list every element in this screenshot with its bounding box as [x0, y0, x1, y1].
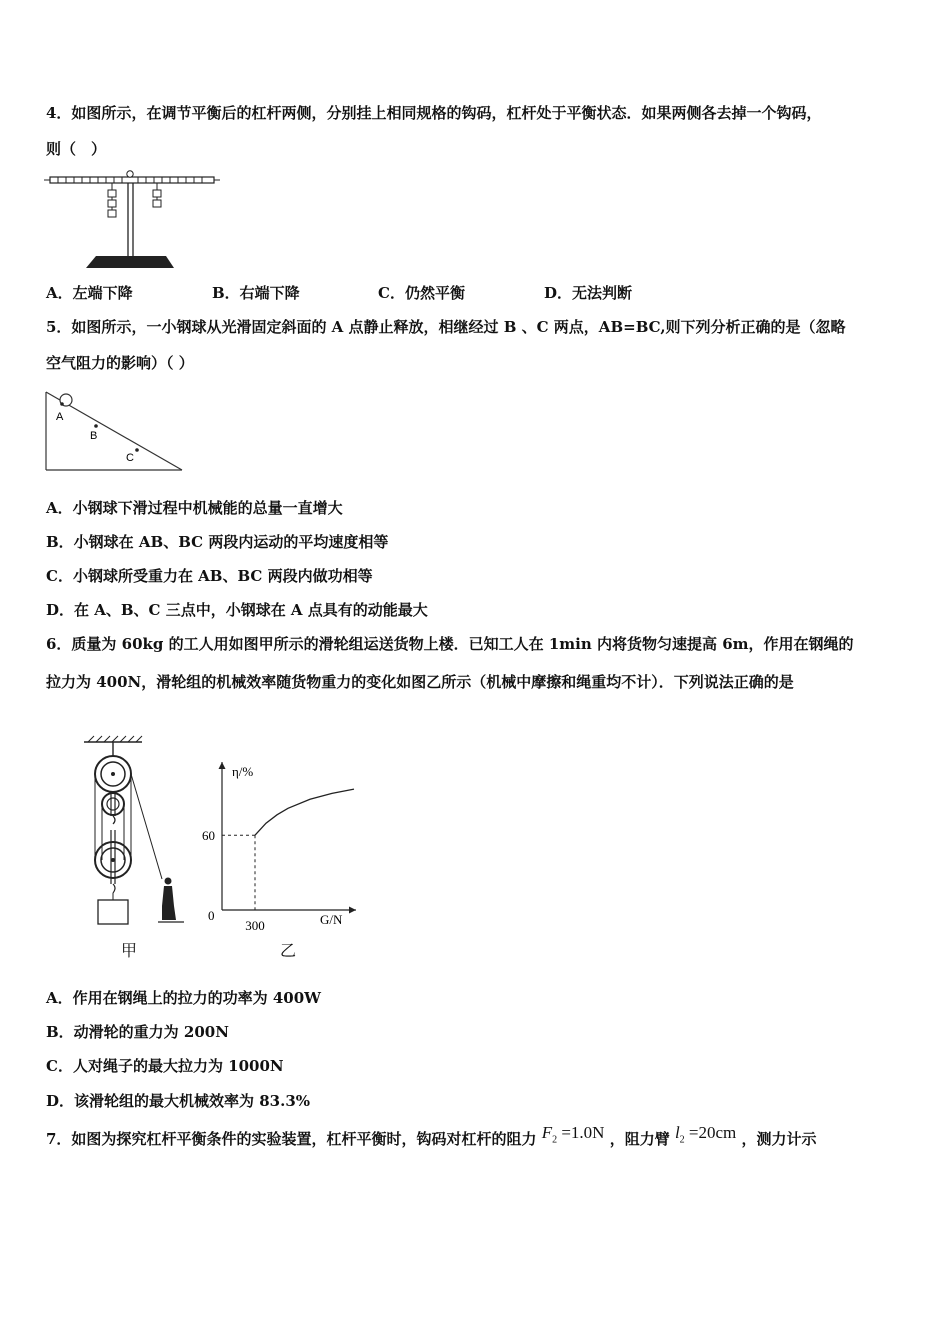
q5-stem-line1: 5．如图所示，一小钢球从光滑固定斜面的 A 点静止释放，相继经过 B 、C 两点，AB=BC,则下列分析正确的是（忽略 — [46, 318, 846, 336]
q6-fig-jia-label: 甲 — [121, 941, 138, 960]
q7-formula-l2 — [674, 1123, 737, 1146]
q7-stem-part2: ，阻力臂 — [609, 1130, 670, 1148]
chart-y-label: η/% — [232, 764, 254, 779]
chart-x-tick-label: 300 — [245, 918, 265, 933]
q5-label-c: C — [126, 452, 134, 464]
q4-stem-line1: 4．如图所示，在调节平衡后的杠杆两侧，分别挂上相同规格的钩码，杠杆处于平衡状态．如果两侧各去掉一个钩码， — [46, 104, 822, 122]
q6-efficiency-chart — [196, 756, 366, 936]
q6-fig-yi-label: 乙 — [280, 941, 297, 960]
q4-stem-line2: 则（ ） — [46, 140, 107, 158]
q5-incline-figure — [44, 388, 186, 474]
q5-label-b: B — [90, 430, 98, 442]
chart-y-tick-label: 60 — [202, 828, 215, 844]
q7-formula1-val: =1.0N — [561, 1123, 605, 1142]
q4-option-a[interactable]: A．左端下降 — [46, 284, 133, 302]
q4-option-d[interactable]: D．无法判断 — [544, 284, 633, 302]
q4-options — [46, 282, 906, 304]
q6-option-a[interactable]: A．作用在钢绳上的拉力的功率为 400W — [46, 989, 322, 1007]
q5-stem-line2: 空气阻力的影响）（ ） — [46, 354, 194, 372]
q5-option-a[interactable]: A．小钢球下滑过程中机械能的总量一直增大 — [46, 499, 343, 517]
q7-formula1-var: F — [541, 1123, 553, 1142]
q7-formula-f2 — [541, 1123, 605, 1146]
q7-stem-part3: ，测力计示 — [741, 1130, 817, 1148]
q6-option-b[interactable]: B．动滑轮的重力为 200N — [46, 1023, 229, 1041]
chart-origin-label: 0 — [208, 908, 215, 923]
chart-x-label: G/N — [320, 912, 343, 927]
q5-label-a: A — [56, 411, 64, 423]
q4-lever-figure — [44, 168, 224, 272]
q7-formula2-val: =20cm — [688, 1123, 737, 1142]
q7-stem — [46, 1123, 906, 1157]
q6-stem-line2: 拉力为 400N，滑轮组的机械效率随货物重力的变化如图乙所示（机械中摩擦和绳重均不计）．下列说法正确的是 — [46, 673, 794, 691]
q7-formula2-var: l — [674, 1123, 680, 1142]
q4-option-b[interactable]: B．右端下降 — [212, 284, 300, 302]
q6-stem-line1: 6．质量为 60kg 的工人用如图甲所示的滑轮组运送货物上楼．已知工人在 1min 内将货物匀速提高 6m，作用在钢绳的 — [46, 635, 854, 653]
q6-pulley-figure — [80, 734, 190, 960]
q7-formula2-sub: 2 — [679, 1134, 685, 1146]
q4-option-c[interactable]: C．仍然平衡 — [378, 284, 465, 302]
q5-option-b[interactable]: B．小钢球在 AB、BC 两段内运动的平均速度相等 — [46, 533, 389, 551]
q7-formula1-sub: 2 — [552, 1134, 558, 1146]
q7-stem-part1: 7．如图为探究杠杆平衡条件的实验装置，杠杆平衡时，钩码对杠杆的阻力 — [46, 1130, 537, 1148]
q5-option-c[interactable]: C．小钢球所受重力在 AB、BC 两段内做功相等 — [46, 567, 373, 585]
q5-option-d[interactable]: D．在 A、B、C 三点中，小钢球在 A 点具有的动能最大 — [46, 601, 428, 619]
q6-option-c[interactable]: C．人对绳子的最大拉力为 1000N — [46, 1057, 284, 1075]
chart-efficiency-curve — [255, 789, 354, 835]
q6-option-d[interactable]: D．该滑轮组的最大机械效率为 83.3% — [46, 1092, 311, 1110]
